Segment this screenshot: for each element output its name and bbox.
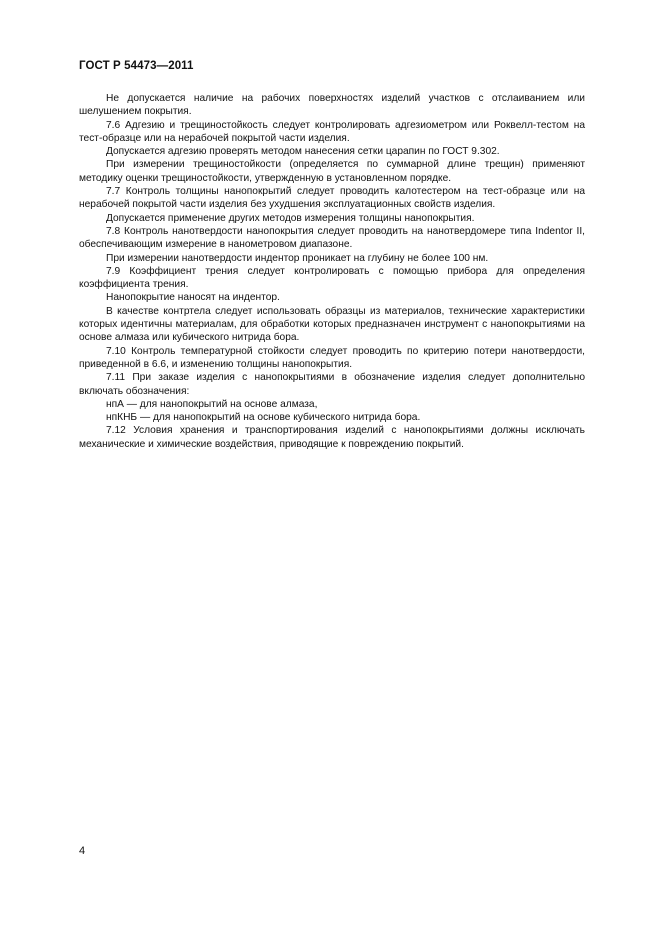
paragraph-7-12: 7.12 Условия хранения и транспортирования изделий с нанопокрытиями должны исключать механические и химические воздействия, приводящие к повреждению покрытий. bbox=[79, 425, 585, 450]
document-header: ГОСТ Р 54473—2011 bbox=[79, 60, 194, 72]
paragraph-indentor-depth: При измерении нанотвердости индентор проникает на глубину не более 100 нм. bbox=[106, 252, 489, 264]
page-number: 4 bbox=[79, 845, 86, 857]
paragraph-7-8: 7.8 Контроль нанотвердости нанопокрытия следует проводить на нанотвердомере типа Indentor II, обеспечивающим измерение в нанометровом диапазоне. bbox=[79, 225, 585, 251]
document-body bbox=[79, 92, 585, 451]
paragraph-designation-diamond: нпА — для нанопокрытий на основе алмаза, bbox=[106, 398, 318, 410]
paragraph-7-9: 7.9 Коэффициент трения следует контролировать с помощью прибора для определения коэффициента трения. bbox=[79, 265, 585, 291]
paragraph-designation-cbn: нпКНБ — для нанопокрытий на основе кубического нитрида бора. bbox=[106, 412, 421, 424]
paragraph-crack-resistance: При измерении трещиностойкости (определяется по суммарной длине трещин) применяют методику оценки трещиностойкости, утвержденную в установленном порядке. bbox=[79, 159, 585, 184]
paragraph-7-11: 7.11 При заказе изделия с нанопокрытиями в обозначение изделия следует дополнительно включать обозначения: bbox=[79, 372, 585, 397]
paragraph-counterbody: В качестве контртела следует использовать образцы из материалов, технические характеристики которых идентичны материалам, для обработки которых предназначен инструмент с нанопокрытиями на основе алмаза или кубического нитрида бора. bbox=[79, 305, 585, 344]
paragraph-coating-indentor: Нанопокрытие наносят на индентор. bbox=[106, 292, 280, 304]
paragraph-7-6: 7.6 Адгезию и трещиностойкость следует контролировать адгезиометром или Роквелл-тестом на тест-образце или на нерабочей покрытой части изделия. bbox=[79, 119, 585, 144]
paragraph-other-methods: Допускается применение других методов измерения толщины нанопокрытия. bbox=[106, 212, 475, 224]
paragraph-peeling: Не допускается наличие на рабочих поверхностях изделий участков с отслаиванием или шелушением покрытия. bbox=[79, 93, 585, 118]
paragraph-scratch-grid: Допускается адгезию проверять методом нанесения сетки царапин по ГОСТ 9.302. bbox=[106, 146, 500, 158]
paragraph-7-7: 7.7 Контроль толщины нанопокрытий следует проводить калотестером на тест-образце или на нерабочей покрытой части изделия без ухудшения эксплуатационных свойств изделия. bbox=[79, 186, 585, 211]
paragraph-7-10: 7.10 Контроль температурной стойкости следует проводить по критерию потери нанотвердости, приведенной в 6.6, и изменению толщины нанопокрытия. bbox=[79, 345, 585, 370]
